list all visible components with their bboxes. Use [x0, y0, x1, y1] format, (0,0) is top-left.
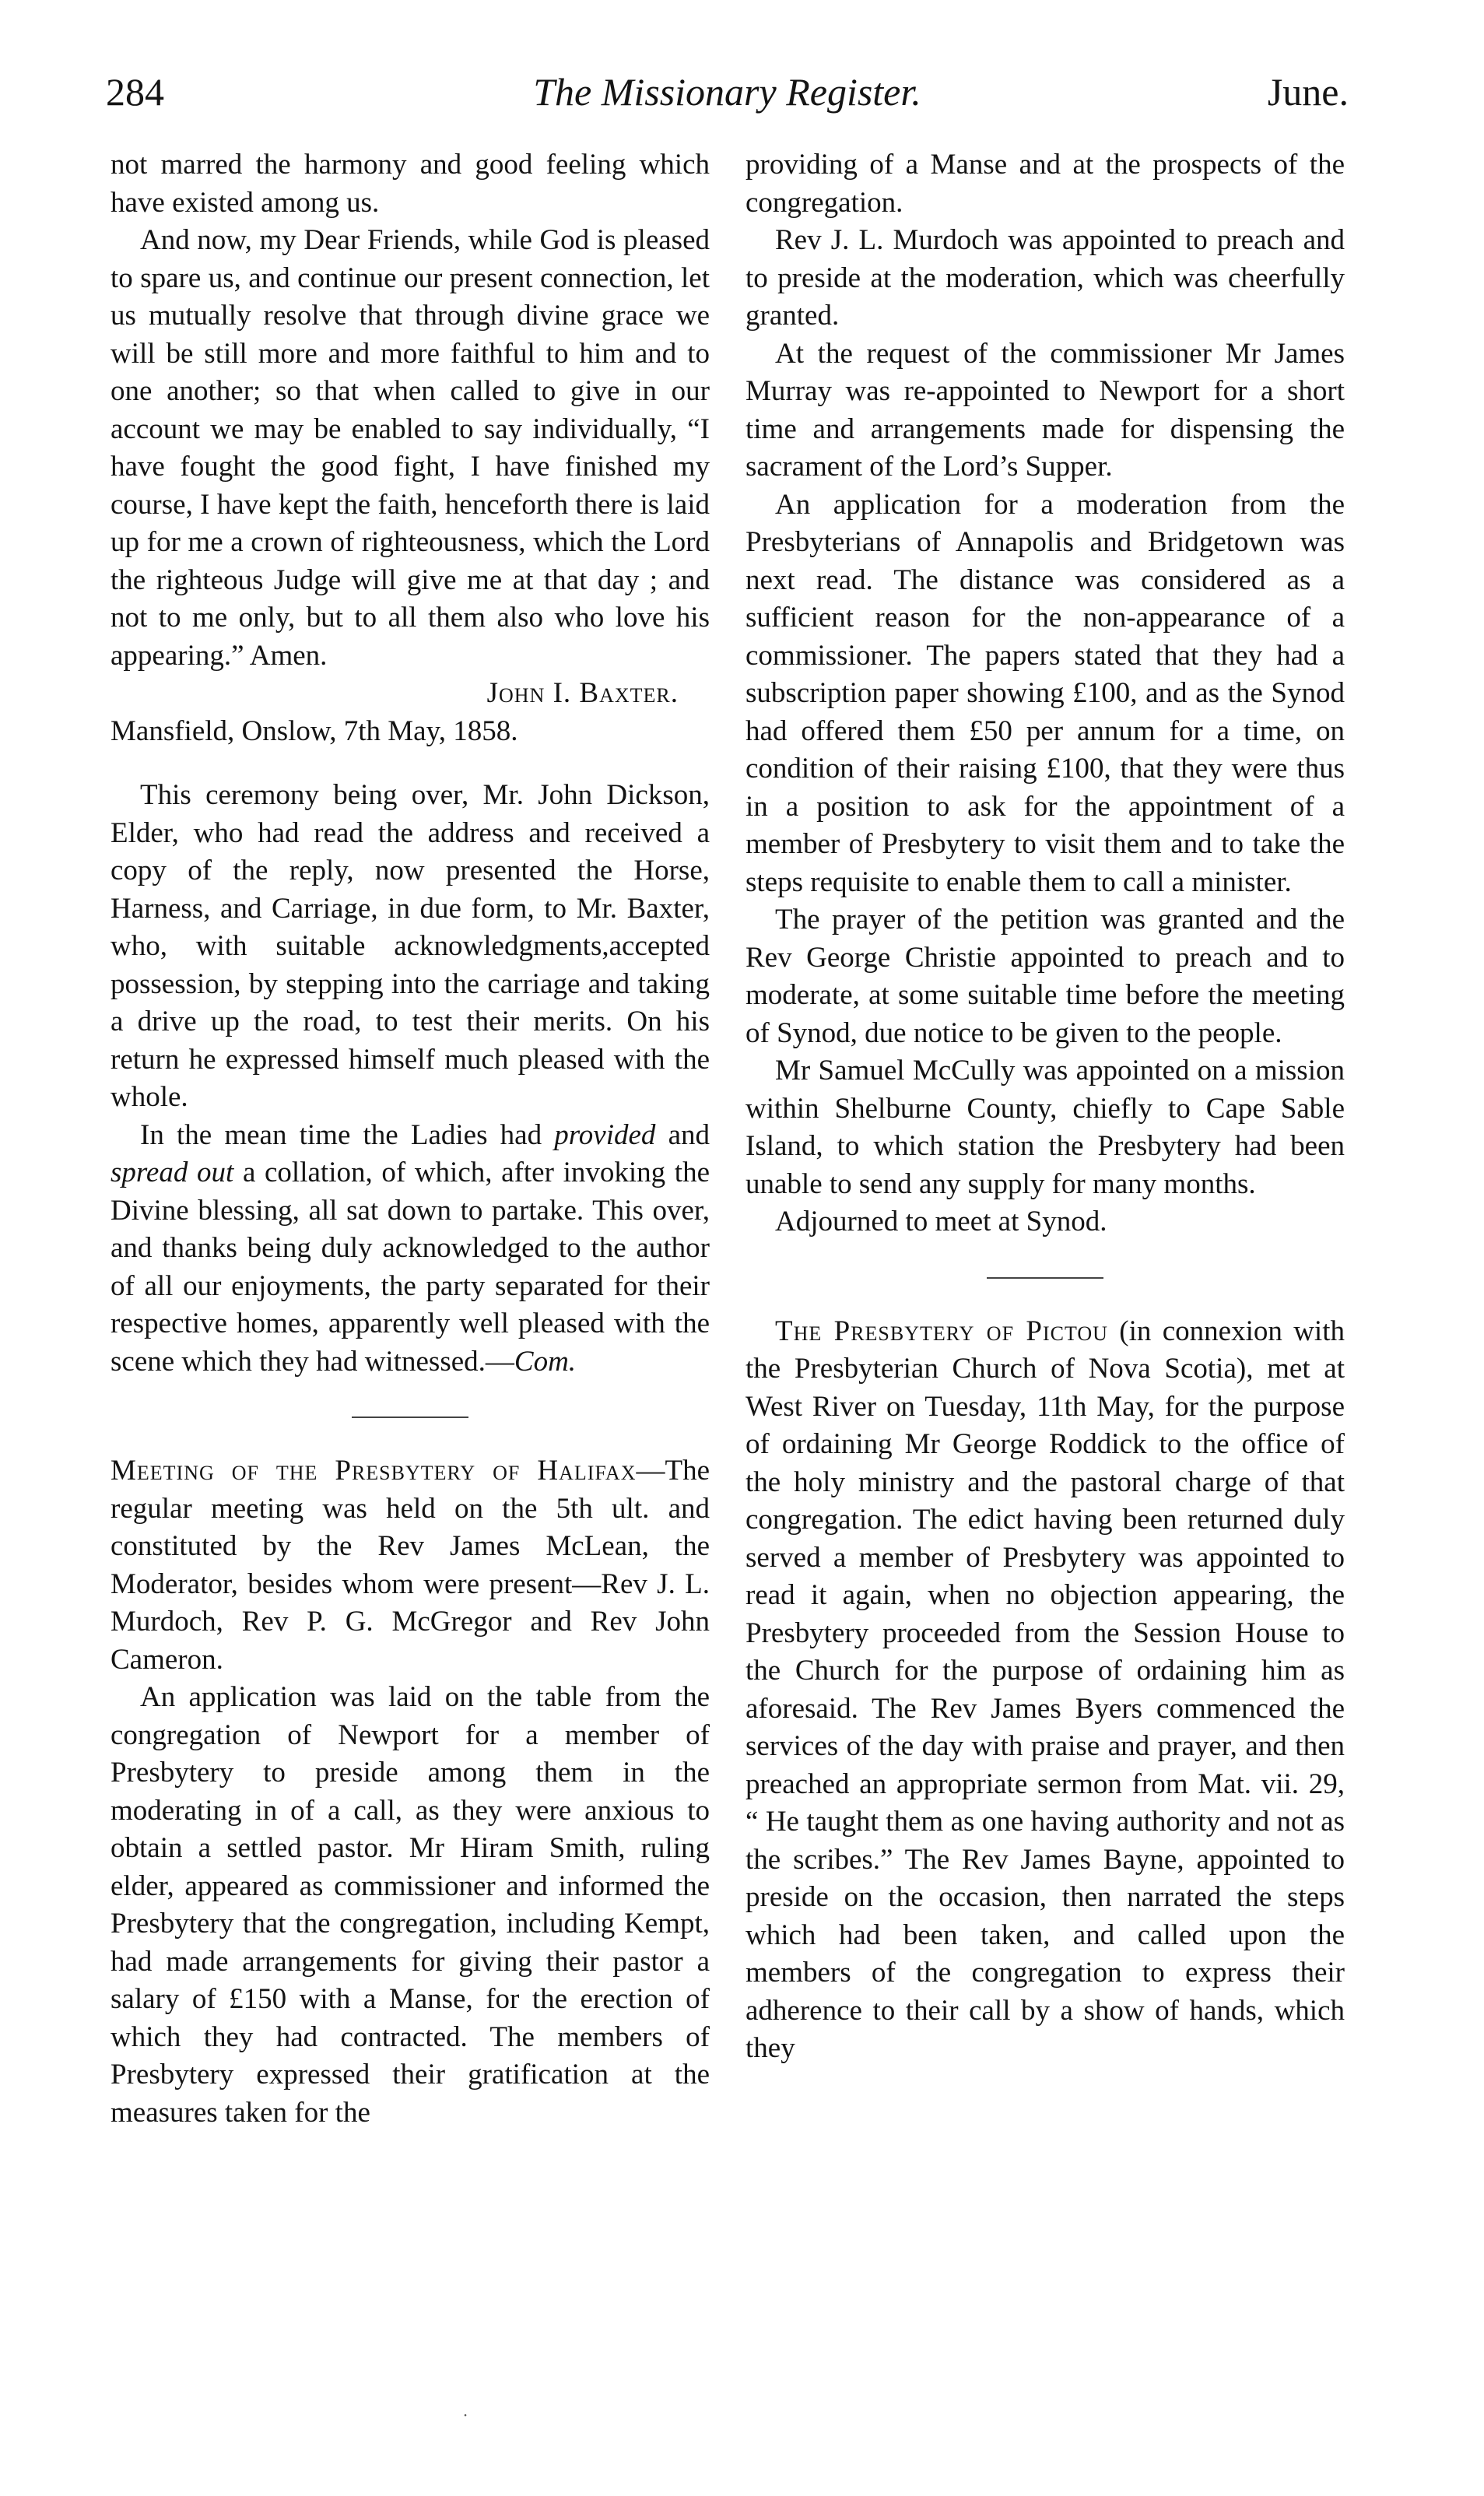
text: —The regular meeting was held on the 5th ult. and constituted by the Rev James McLean, the Moderator, besides whom were present—Rev J. L. Murdoch, Rev P. G. McGregor and Rev John Cameron. — [111, 1455, 710, 1676]
italic-text: provided — [554, 1118, 656, 1151]
left-column — [111, 146, 710, 2403]
text: a collation, of which, after invoking the Divine blessing, all sat down to partake. This over, and thanks being duly acknowledged to the author of all our enjoyments, the party separated for their respective homes, apparently well pleased with the scene which they had witnessed.— — [111, 1157, 710, 1378]
paragraph — [111, 1452, 710, 1679]
running-header — [106, 61, 1349, 123]
paragraph: This ceremony being over, Mr. John Dickson, Elder, who had read the address and received a copy of the reply, now presented the Horse, Harness, and Carriage, in due form, to Mr. Baxter, who, with suitable acknowledgments,accepted possession, by stepping into the carriage and taking a drive up the road, to test their merits. On his return he expressed himself much pleased with the whole. — [111, 779, 710, 1113]
text: (in connexion with the Presbyterian Church of Nova Scotia), met at West River on Tuesday, 11th May, for the purpose of ordaining Mr George Roddick to the office of the holy ministry and the pastoral charge of that congregation. The edict having been returned duly served a member of Presbytery was appointed to read it again, when no objection appearing, the Presbytery proceeded from the Session House to the Church for the purpose of ordaining him as aforesaid. The Rev James Byers commenced the services of the day with praise and prayer, and then preached an appropriate sermon from Mat. vii. 29, “ He taught them as one having authority and not as the scribes.” The Rev James Bayne, appointed to preside on the occasion, then narrated the steps which had been taken, and called upon the members of the congregation to express their adherence to their call by a show of hands, which they — [746, 1315, 1345, 2064]
print-mark: ˙ — [462, 2411, 468, 2431]
paragraph: And now, my Dear Friends, while God is pleased to spare us, and continue our present connection, let us mutually resolve that through divine grace we will be still more and more faithful to him and to one another; so that when called to give in our account we may be enabled to say individually, “I have fought the good fight, I have finished my course, I have kept the faith, henceforth there is laid up for me a crown of righteousness, which the Lord the righteous Judge will give me at that day ; and not to me only, but to all them also who love his appearing.” Amen. — [111, 224, 710, 672]
text: and — [668, 1118, 710, 1151]
paragraph: providing of a Manse and at the prospects of the congregation. — [746, 149, 1345, 219]
text: In the mean time the Ladies had — [140, 1118, 542, 1151]
paragraph: An application was laid on the table from the congregation of Newport for a member of Presbytery to preside among them in the moderating in of a call, as they were anxious to obtain a settled pastor. Mr Hiram Smith, ruling elder, appeared as commissioner and informed the Presbytery that the congregation, including Kempt, had made arrangements for giving their pastor a salary of £150 with a Manse, for the erection of which they had contracted. The members of Presbytery expressed their gratification at the measures taken for the — [111, 1681, 710, 2129]
section-heading: Meeting of the Presbytery of Halifax — [111, 1455, 637, 1487]
page-number: 284 — [106, 70, 164, 114]
header-month: June. — [1267, 70, 1349, 114]
paragraph: Mr Samuel McCully was appointed on a mission within Shelburne County, chiefly to Cape Sable Island, to which station the Presbytery had been unable to send any supply for many months. — [746, 1055, 1345, 1200]
italic-text: Com. — [514, 1345, 577, 1378]
paragraph: Rev J. L. Murdoch was appointed to preach and to preside at the moderation, which was cheerfully granted. — [746, 224, 1345, 332]
spacer — [111, 750, 710, 777]
section-divider — [987, 1277, 1103, 1279]
section-divider — [352, 1417, 468, 1418]
signature-name: John I. Baxter. — [486, 677, 679, 709]
paragraph: The prayer of the petition was granted and the Rev George Christie appointed to preach and to moderate, at some suitable time before the meeting of Synod, due notice to be given to the people. — [746, 904, 1345, 1049]
right-column — [746, 146, 1345, 2403]
paragraph: Adjourned to meet at Synod. — [775, 1206, 1107, 1237]
paragraph — [111, 1117, 710, 1381]
paragraph: not marred the harmony and good feeling which have existed among us. — [111, 149, 710, 219]
paragraph: An application for a moderation from the Presbyterians of Annapolis and Bridgetown was next read. The distance was considered as a sufficient reason for the non-appearance of a commissioner. The papers stated that they had a subscription paper showing £100, and as the Synod had offered them £50 per annum for a time, on condition of their raising £100, that they were thus in a position to ask for the appointment of a member of Presbytery to visit them and to take the steps requisite to enable them to call a minister. — [746, 488, 1345, 898]
signature-place: Mansfield, Onslow, 7th May, 1858. — [111, 714, 518, 747]
running-title: The Missionary Register. — [533, 70, 921, 114]
paragraph — [746, 1313, 1345, 2068]
paragraph: At the request of the commissioner Mr James Murray was re-appointed to Newport for a short time and arrangements made for dispensing the sacrament of the Lord’s Supper. — [746, 337, 1345, 483]
italic-text: spread out — [111, 1157, 234, 1188]
section-heading: The Presbytery of Pictou — [775, 1315, 1108, 1347]
